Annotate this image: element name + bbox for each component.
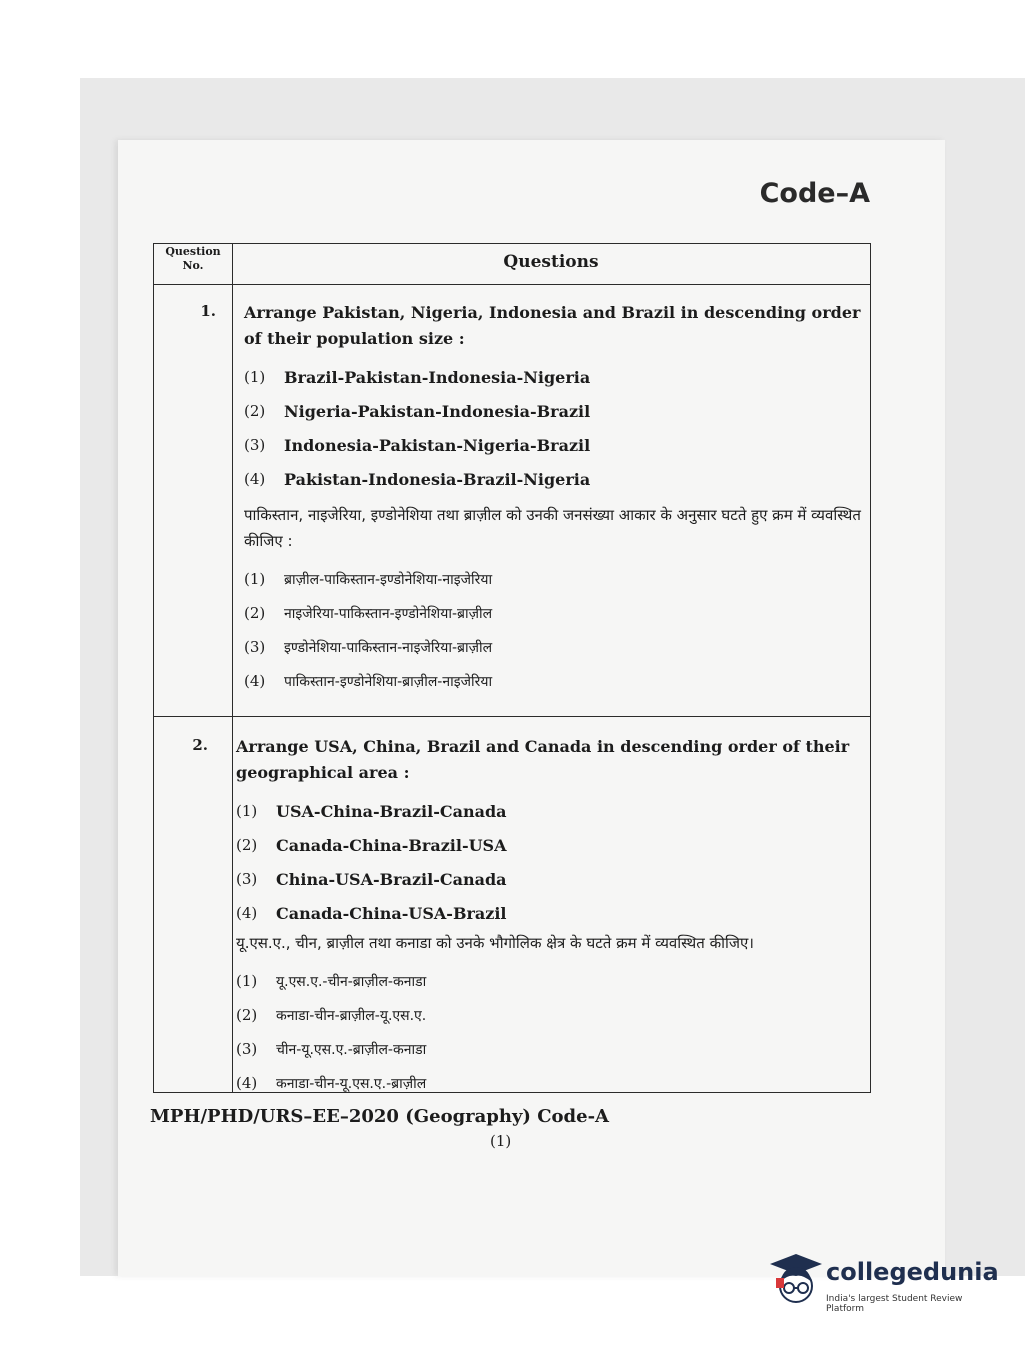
option-number: (3): [244, 436, 266, 454]
option-number: (4): [244, 470, 266, 488]
option: [244, 428, 862, 462]
option-number: (1): [236, 972, 258, 990]
row-divider: [154, 716, 870, 717]
header-questions: Questions: [503, 252, 599, 272]
option-number: (2): [244, 402, 266, 420]
option: [236, 998, 862, 1032]
option: [236, 862, 862, 896]
brand-tagline: India's largest Student Review Platform: [826, 1294, 963, 1314]
option-text: USA-China-Brazil-Canada: [276, 801, 507, 821]
option: [244, 394, 862, 428]
option: [244, 664, 862, 698]
header-divider: [154, 284, 870, 285]
option: [244, 462, 862, 496]
option-text: Nigeria-Pakistan-Indonesia-Brazil: [284, 401, 591, 421]
question-stem-hi: यू.एस.ए., चीन, ब्राज़ील तथा कनाडा को उनके भौगोलिक क्षेत्र के घटते क्रम में व्यवस्थित कीजिए।: [236, 934, 754, 952]
option-number: (3): [244, 638, 266, 656]
question-2: [236, 734, 862, 1100]
option: [236, 1032, 862, 1066]
question-1: [244, 300, 862, 698]
option: [236, 794, 862, 828]
brand-name: collegedunia: [826, 1258, 999, 1286]
option-text: China-USA-Brazil-Canada: [276, 869, 507, 889]
option-number: (3): [236, 1040, 258, 1058]
option-number: (4): [236, 1074, 258, 1092]
option-text: Canada-China-USA-Brazil: [276, 903, 507, 923]
student-face-icon: [768, 1252, 824, 1312]
option-number: (2): [236, 836, 258, 854]
option: [244, 360, 862, 394]
option-text: चीन-यू.एस.ए.-ब्राज़ील-कनाडा: [276, 1041, 427, 1058]
exam-footer: MPH/PHD/URS–EE–2020 (Geography) Code-A: [150, 1106, 610, 1127]
option-number: (1): [236, 802, 258, 820]
question-stem-en: Arrange USA, China, Brazil and Canada in descending order of their geographical area :: [236, 737, 850, 782]
question-number: 2.: [192, 736, 208, 754]
option: [244, 630, 862, 664]
collegedunia-logo: [768, 1252, 998, 1316]
option-number: (1): [244, 570, 266, 588]
option-text: इण्डोनेशिया-पाकिस्तान-नाइजेरिया-ब्राज़ील: [284, 639, 493, 656]
option-text: Brazil-Pakistan-Indonesia-Nigeria: [284, 367, 591, 387]
option-number: (1): [244, 368, 266, 386]
option-text: कनाडा-चीन-यू.एस.ए.-ब्राज़ील: [276, 1075, 427, 1092]
option-text: कनाडा-चीन-ब्राज़ील-यू.एस.ए.: [276, 1007, 427, 1024]
question-number: 1.: [200, 302, 216, 320]
option: [244, 596, 862, 630]
option: [236, 964, 862, 998]
column-divider: [232, 244, 233, 1092]
option: [236, 896, 862, 930]
option-text: ब्राज़ील-पाकिस्तान-इण्डोनेशिया-नाइजेरिया: [284, 571, 493, 588]
option-text: नाइजेरिया-पाकिस्तान-इण्डोनेशिया-ब्राज़ील: [284, 605, 493, 622]
option-number: (3): [236, 870, 258, 888]
option: [236, 1066, 862, 1100]
page-number: (1): [490, 1132, 512, 1150]
paper-code: Code–A: [759, 178, 870, 209]
question-stem-hi: पाकिस्तान, नाइजेरिया, इण्डोनेशिया तथा ब्राज़ील को उनकी जनसंख्या आकार के अनुसार घटते हुए क्रम में व्यवस्थित कीजिए :: [244, 506, 861, 550]
question-table: [153, 243, 871, 1093]
option-text: Canada-China-Brazil-USA: [276, 835, 507, 855]
option: [244, 562, 862, 596]
option-text: पाकिस्तान-इण्डोनेशिया-ब्राज़ील-नाइजेरिया: [284, 673, 493, 690]
option-text: यू.एस.ए.-चीन-ब्राज़ील-कनाडा: [276, 973, 427, 990]
option-number: (4): [236, 904, 258, 922]
option: [236, 828, 862, 862]
question-stem-en: Arrange Pakistan, Nigeria, Indonesia and Brazil in descending order of their population size :: [244, 303, 861, 348]
option-number: (2): [244, 604, 266, 622]
option-text: Indonesia-Pakistan-Nigeria-Brazil: [284, 435, 591, 455]
header-question-no: Question No.: [165, 245, 221, 272]
option-text: Pakistan-Indonesia-Brazil-Nigeria: [284, 469, 591, 489]
option-number: (4): [244, 672, 266, 690]
option-number: (2): [236, 1006, 258, 1024]
